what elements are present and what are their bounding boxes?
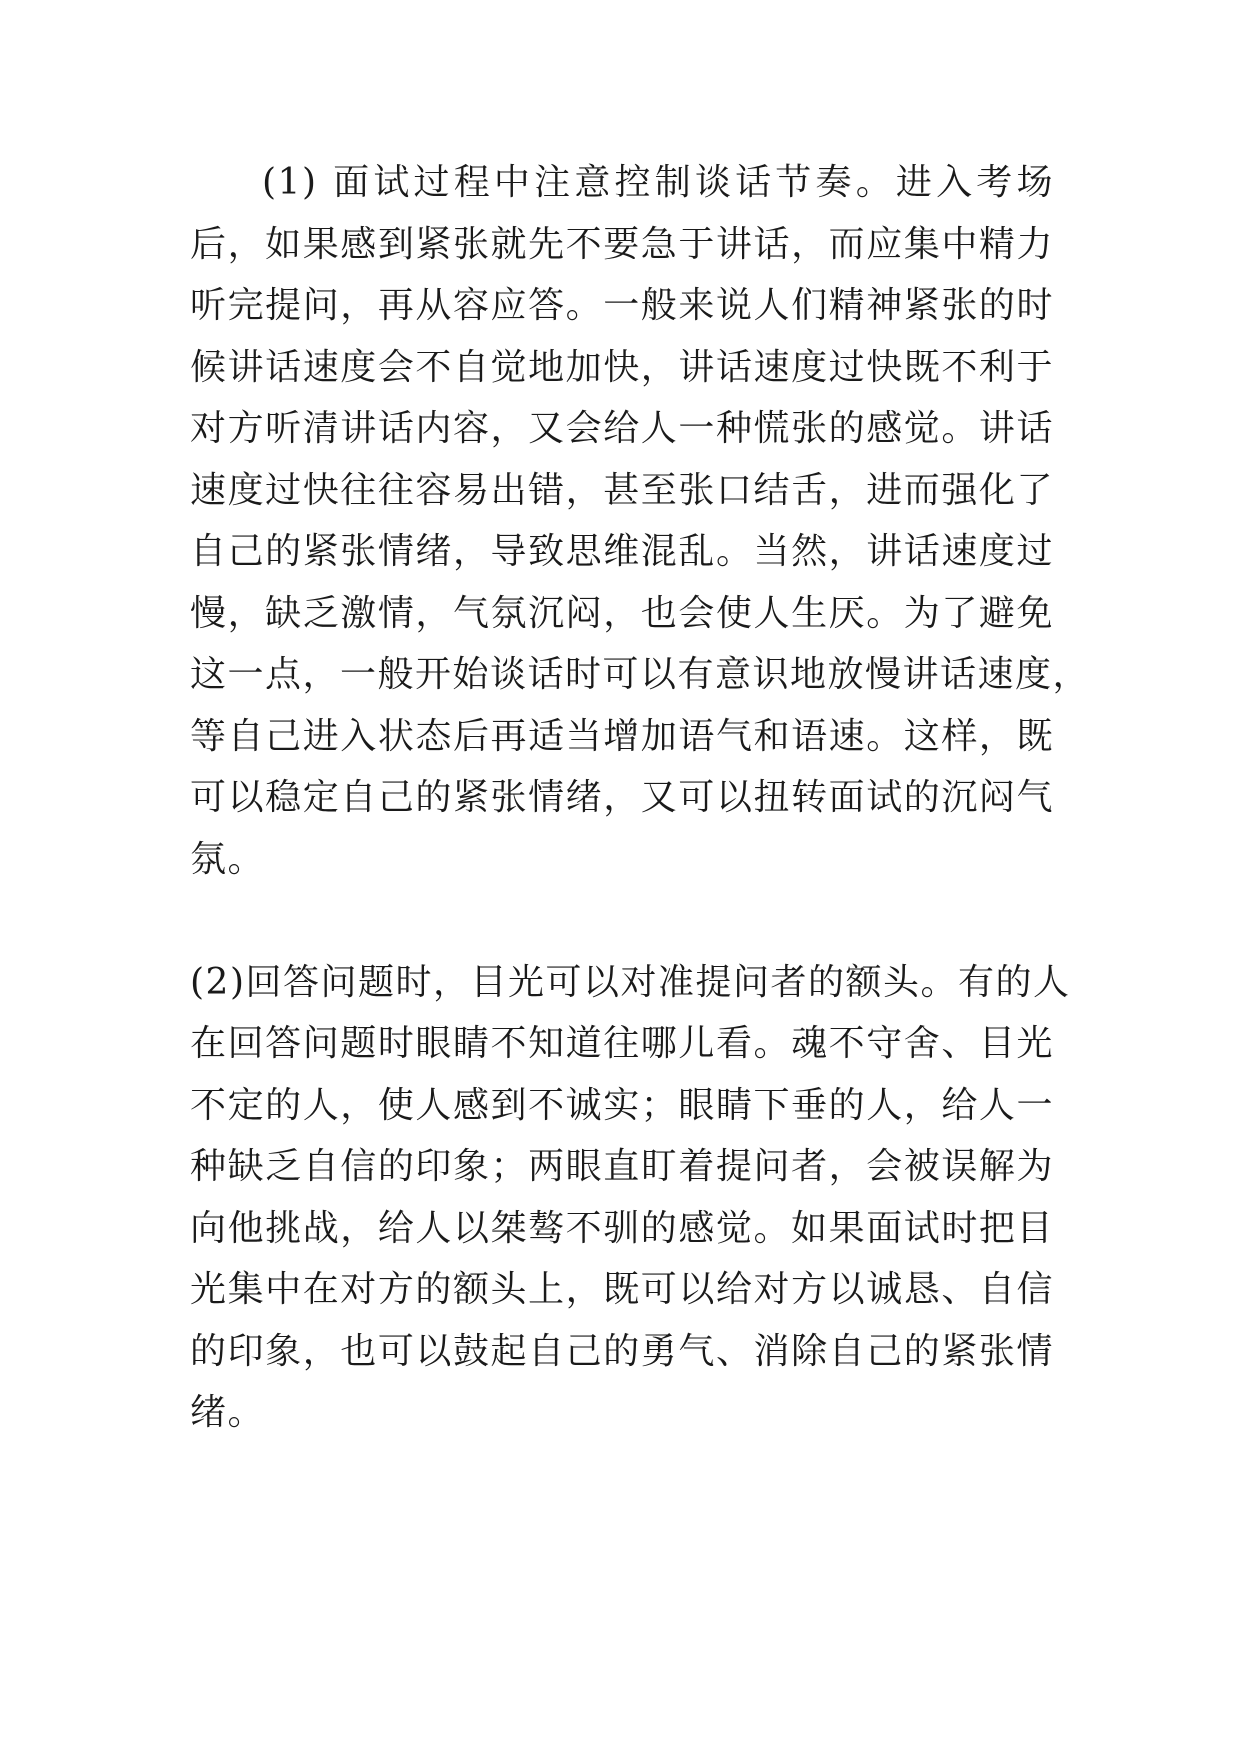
paragraph-line: 氛。 [190, 838, 266, 880]
paragraph-line: (1) 面试过程中注意控制谈话节奏。进入考场 [262, 162, 1054, 203]
paragraph-line: 等自己进入状态后再适当增加语气和语速。这样，既 [190, 715, 1054, 757]
paragraph-line: 听完提问，再从容应答。一般来说人们精神紧张的时 [190, 285, 1054, 326]
paragraph-line: 的印象，也可以鼓起自己的勇气、消除自己的紧张情 [190, 1330, 1054, 1372]
paragraph-line: 可以稳定自己的紧张情绪，又可以扭转面试的沉闷气 [190, 777, 1054, 818]
document-body [190, 152, 1091, 1444]
paragraph-line: (2)回答问题时，目光可以对准提问者的额头。有的人 [190, 961, 1071, 1003]
paragraph-line: 光集中在对方的额头上，既可以给对方以诚恳、自信 [190, 1269, 1054, 1310]
paragraph-2 [190, 952, 1071, 1444]
paragraph-line: 这一点，一般开始谈话时可以有意识地放慢讲话速度， [190, 654, 1091, 695]
paragraph-line: 对方听清讲话内容，又会给人一种慌张的感觉。讲话 [190, 408, 1054, 449]
paragraph-line: 种缺乏自信的印象；两眼直盯着提问者，会被误解为 [190, 1146, 1054, 1187]
paragraph-line: 不定的人，使人感到不诚实；眼睛下垂的人，给人一 [190, 1084, 1054, 1126]
paragraph-line: 向他挑战，给人以桀骜不驯的感觉。如果面试时把目 [190, 1207, 1054, 1249]
paragraph-line: 慢，缺乏激情，气氛沉闷，也会使人生厌。为了避免 [190, 592, 1054, 634]
paragraph-line: 绪。 [190, 1392, 266, 1433]
paragraph-line: 后，如果感到紧张就先不要急于讲话，而应集中精力 [190, 223, 1054, 265]
paragraph-1 [190, 152, 1091, 890]
paragraph-line: 候讲话速度会不自觉地加快，讲话速度过快既不利于 [190, 346, 1054, 388]
paragraph-line: 自己的紧张情绪，导致思维混乱。当然，讲话速度过 [190, 531, 1054, 572]
paragraph-spacer [190, 890, 1054, 952]
paragraph-line: 速度过快往往容易出错，甚至张口结舌，进而强化了 [190, 469, 1054, 511]
paragraph-line: 在回答问题时眼睛不知道往哪儿看。魂不守舍、目光 [190, 1023, 1054, 1064]
